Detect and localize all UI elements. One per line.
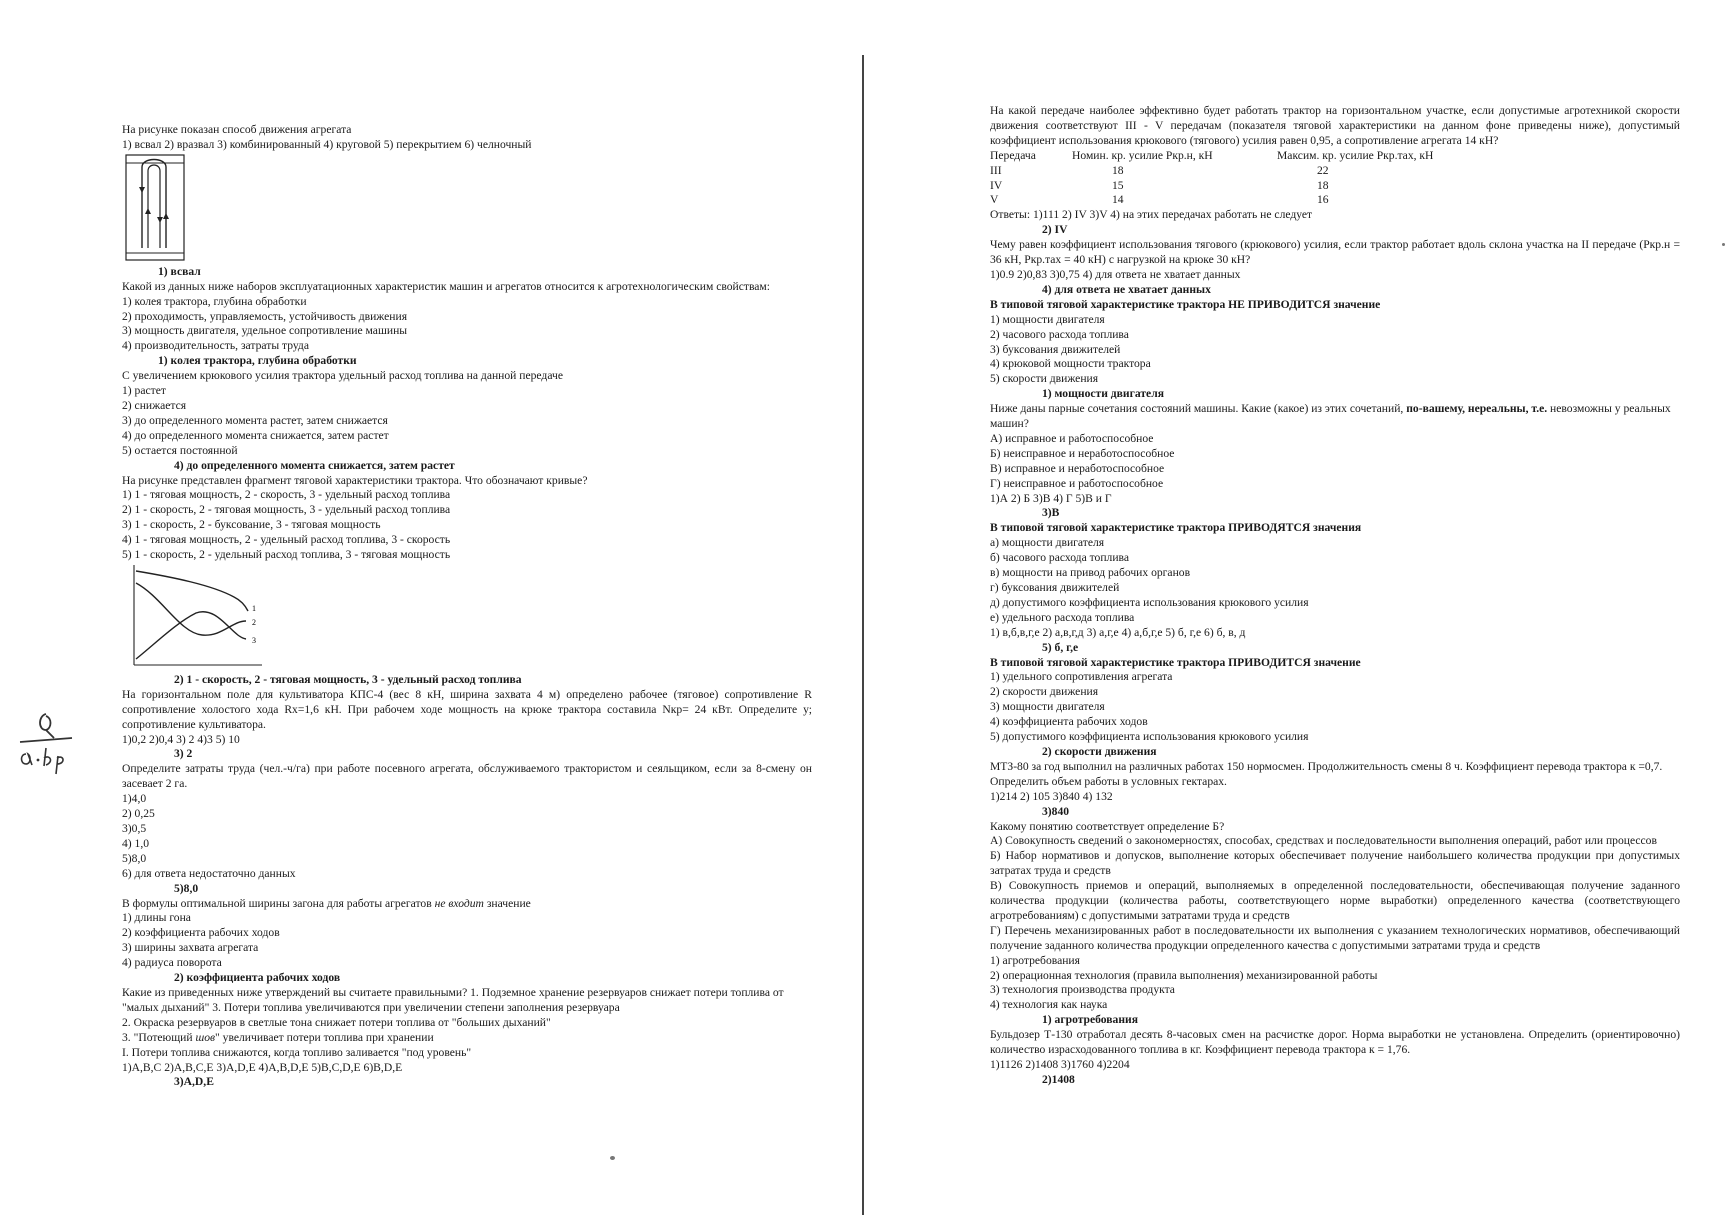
q13-choices: 1) в,б,в,г,е 2) а,в,г,д 3) а,г,е 4) а,б,г,е 5) б, г,е 6) б, в, д <box>990 625 1246 639</box>
q8-statement-4: I. Потери топлива снижаются, когда топливо заливается "под уровень" <box>122 1045 472 1059</box>
q9-table-header <box>990 149 1680 164</box>
q8-stmt3-part: 3. "Потеющий <box>122 1030 196 1044</box>
q9-table-row <box>990 164 1680 179</box>
q15-text: МТЗ-80 за год выполнил на различных работах 150 нормосмен. Продолжительность смены 8 ч. Коэффициент перевода трактора к =0,7. <box>990 759 1663 773</box>
q13-text: В типовой тяговой характеристике трактора ПРИВОДЯТСЯ значения <box>990 521 1362 535</box>
q12-option-2: Б) неисправное и неработоспособное <box>990 446 1175 460</box>
q17-answer: 2)1408 <box>1042 1072 1075 1086</box>
q16-option-4: 4) технология как наука <box>990 998 1108 1012</box>
q7-text-part: значение <box>483 896 531 910</box>
q9-cell: 16 <box>1317 193 1329 207</box>
scan-speck <box>1722 243 1725 246</box>
q2-option-3: 3) мощность двигателя, удельное сопротивление машины <box>122 324 408 338</box>
q2-option-4: 4) производительность, затраты труда <box>122 339 309 353</box>
q9-answer: 2) IV <box>1042 223 1068 237</box>
q13-option-a: а) мощности двигателя <box>990 536 1105 550</box>
q13-answer: 5) б, г,е <box>1042 640 1079 654</box>
q12-text-bold: по-вашему, нереальны, т.е. <box>1406 402 1548 416</box>
q9-cell: 14 <box>1112 193 1124 207</box>
q4-option-2: 2) 1 - скорость, 2 - тяговая мощность, 3 - удельный расход топлива <box>122 503 451 517</box>
scan-speck <box>610 1156 615 1160</box>
curve-label-2: 2 <box>252 617 256 627</box>
q1-options: 1) всвал 2) вразвал 3) комбинированный 4) круговой 5) перекрытием 6) челночный <box>122 137 532 151</box>
q16-option-2: 2) операционная технология (правила выполнения) механизированной работы <box>990 968 1378 982</box>
q9-options: Ответы: 1)111 2) IV 3)V 4) на этих передачах работать не следует <box>990 208 1313 222</box>
q13-option-b: б) часового расхода топлива <box>990 551 1129 565</box>
q14-answer: 2) скорости движения <box>1042 744 1157 758</box>
q7-text-italic: не входит <box>434 896 484 910</box>
q5-text: На горизонтальном поле для культиватора КПС-4 (вес 8 кН, ширина захвата 4 м) определено рабочее (тяговое) сопротивление R сопротивление холостого хода Rх=1,6 кН. При рабочем ходе мощность на крюке трактора составила Nкр= 24 кВт. Определите у; сопротивление культиватора. <box>122 687 812 731</box>
q8-options: 1)А,В,С 2)А,В,С,Е 3)А,D,Е 4)А,В,D,Е 5)В,С,D,Е 6)В,D,Е <box>122 1060 403 1074</box>
q6-answer: 5)8,0 <box>174 881 199 895</box>
q9-cell: 15 <box>1112 178 1124 192</box>
q14-option-1: 1) удельного сопротивления агрегата <box>990 670 1173 684</box>
q6-option-2: 2) 0,25 <box>122 807 155 821</box>
q8-statement-2: 2. Окраска резервуаров в светлые тона снижает потери топлива от "больших дыханий" <box>122 1015 551 1029</box>
q12-answer: 3)В <box>1042 506 1060 520</box>
q6-option-6: 6) для ответа недостаточно данных <box>122 866 296 880</box>
q7-answer: 2) коэффициента рабочих ходов <box>174 971 341 985</box>
q8-answer: 3)А,D,Е <box>174 1075 214 1089</box>
q5-options: 1)0,2 2)0,4 3) 2 4)3 5) 10 <box>122 732 240 746</box>
field-movement-diagram <box>122 153 192 265</box>
q9-table-row <box>990 193 1680 208</box>
q17-options: 1)1126 2)1408 3)1760 4)2204 <box>990 1058 1130 1071</box>
q15-answer: 3)840 <box>1042 804 1070 818</box>
q3-option-3: 3) до определенного момента растет, затем снижается <box>122 413 388 427</box>
q7-option-4: 4) радиуса поворота <box>122 956 222 970</box>
q16-answer: 1) агротребования <box>1042 1013 1138 1027</box>
q7-text-part: В формулы оптимальной ширины загона для работы агрегатов <box>122 896 435 910</box>
q16-option-1: 1) агротребования <box>990 953 1080 967</box>
traction-curves-graph <box>122 563 272 673</box>
left-page <box>122 123 812 1090</box>
q13-option-e: д) допустимого коэффициента использования крюкового усилия <box>990 595 1309 609</box>
q3-option-2: 2) снижается <box>122 398 187 412</box>
q6-text: Определите затраты труда (чел.-ч/га) при работе посевного агрегата, обслуживаемого трактористом и сеяльщиком, если за 8-смену он засевает 2 га. <box>122 762 812 791</box>
q14-text: В типовой тяговой характеристике трактора ПРИВОДИТСЯ значение <box>990 655 1361 669</box>
q9-cell: V <box>990 193 999 207</box>
q9-text: На какой передаче наиболее эффективно будет работать трактор на горизонтальном участке, если допустимые агротехникой скорости движения соответствуют III - V передачам (показателя тяговой характеристики на данном фоне приведены ниже), допустимый коэффициент использования крюкового (тягового) усилия равен 0,95, а сопротивление агрегата 14 кН? <box>990 104 1680 147</box>
q17-text: Бульдозер Т-130 отработал десять 8-часовых смен на расчистке дорог. Норма выработки не установлена. Определить (ориентировочно) количество израсходованного топлива в кг. Коэффициент перевода трактора к = 1,76. <box>990 1028 1680 1057</box>
q9-cell: 22 <box>1317 163 1329 177</box>
q14-option-3: 3) мощности двигателя <box>990 700 1105 714</box>
q16-definition-b: Б) Набор нормативов и допусков, выполнение которых обеспечивает получение наибольшего количества продукции при допустимых затратах труда и средств <box>990 849 1680 878</box>
q9-header-cell: Передача <box>990 148 1036 162</box>
q12-option-1: А) исправное и работоспособное <box>990 431 1154 445</box>
q9-cell: III <box>990 163 1002 177</box>
right-page <box>990 104 1680 1088</box>
q15-text-2: Определить объем работы в условных гектарах. <box>990 774 1227 788</box>
q6-option-5: 5)8,0 <box>122 851 147 865</box>
q12-text <box>990 402 1680 432</box>
q11-option-2: 2) часового расхода топлива <box>990 327 1129 341</box>
q4-option-4: 4) 1 - тяговая мощность, 2 - удельный расход топлива, 3 - скорость <box>122 533 451 547</box>
q14-option-5: 5) допустимого коэффициента использования крюкового усилия <box>990 730 1309 744</box>
q11-answer: 1) мощности двигателя <box>1042 387 1164 401</box>
q8-text: Какие из приведенных ниже утверждений вы считаете правильными? 1. Подземное хранение резервуаров снижает потери топлива от "малых дыханий" 3. Потери топлива увеличиваются при увеличении степени заполнения резервуара <box>122 985 784 1014</box>
q2-answer: 1) колея трактора, глубина обработки <box>158 354 357 368</box>
q2-option-2: 2) проходимость, управляемость, устойчивость движения <box>122 309 408 323</box>
q9-table-row <box>990 179 1680 194</box>
q7-option-2: 2) коэффициента рабочих ходов <box>122 926 280 940</box>
q4-option-3: 3) 1 - скорость, 2 - буксование, 3 - тяговая мощность <box>122 518 381 532</box>
q3-option-4: 4) до определенного момента снижается, затем растет <box>122 428 389 442</box>
q6-option-4: 4) 1,0 <box>122 836 150 850</box>
q11-option-3: 3) буксования движителей <box>990 342 1121 356</box>
q11-option-5: 5) скорости движения <box>990 372 1099 386</box>
curve-label-3: 3 <box>252 635 256 645</box>
q12-option-4: Г) неисправное и работоспособное <box>990 476 1164 490</box>
q14-option-4: 4) коэффициента рабочих ходов <box>990 715 1148 729</box>
q2-text: Какой из данных ниже наборов эксплуатационных характеристик машин и агрегатов относится к агротехнологическим свойствам: <box>122 279 770 293</box>
q16-text: Какому понятию соответствует определение Б? <box>990 819 1225 833</box>
q11-text: В типовой тяговой характеристике трактора НЕ ПРИВОДИТСЯ значение <box>990 297 1381 311</box>
q4-answer: 2) 1 - скорость, 2 - тяговая мощность, 3 - удельный расход топлива <box>174 672 522 686</box>
q2-option-1: 1) колея трактора, глубина обработки <box>122 294 307 308</box>
q13-option-f: е) удельного расхода топлива <box>990 610 1135 624</box>
q16-definition-c: В) Совокупность приемов и операций, выполняемых в определенной последовательности, обеспечивающая получение заданного количества продукции (количества работы, соответствующего норме выработки) определенного качества (соответствующего агротребованиям) с допустимыми затратами труда и средств <box>990 879 1680 922</box>
q5-answer: 3) 2 <box>174 747 193 761</box>
q3-option-1: 1) растет <box>122 384 166 398</box>
q16-definition-a: А) Совокупность сведений о закономерностях, способах, средствах и последовательности выполнения операций, работ или процессов <box>990 834 1657 848</box>
q6-option-1: 1)4,0 <box>122 792 147 806</box>
q12-text-part: Ниже даны парные сочетания состояний машины. Какие (какое) из этих сочетаний, <box>990 402 1407 416</box>
q7-option-3: 3) ширины захвата агрегата <box>122 941 259 955</box>
q8-statement-3 <box>122 1031 812 1046</box>
q1-answer: 1) всвал <box>158 264 201 278</box>
q4-option-1: 1) 1 - тяговая мощность, 2 - скорость, 3 - удельный расход топлива <box>122 488 451 502</box>
q4-option-5: 5) 1 - скорость, 2 - удельный расход топлива, 3 - тяговая мощность <box>122 548 451 562</box>
q4-figure <box>122 563 812 673</box>
q10-text: Чему равен коэффициент использования тягового (крюкового) усилия, если трактор работает вдоль склона участка на II передаче (Ркр.н = 36 кН, Ркр.тах = 40 кН) с нагрузкой на крюке 30 кН? <box>990 238 1680 267</box>
page-divider <box>862 55 864 1215</box>
q9-cell: IV <box>990 178 1003 192</box>
q16-definition-d: Г) Перечень механизированных работ в последовательности их выполнения с указанием технологических нормативов, обеспечивающий получение заданного количества продукции определенного качества с допустимыми затратами труда и средств <box>990 923 1680 952</box>
q11-option-1: 1) мощности двигателя <box>990 312 1105 326</box>
q6-option-3: 3)0,5 <box>122 822 147 835</box>
curve-label-1: 1 <box>252 603 256 613</box>
q9-cell: 18 <box>1317 178 1329 192</box>
q15-options: 1)214 2) 105 3)840 4) 132 <box>990 789 1113 803</box>
q8-stmt3-part: " увеличивает потери топлива при хранении <box>215 1030 434 1044</box>
q13-option-d: г) буксования движителей <box>990 581 1120 594</box>
q12-option-3: В) исправное и неработоспособное <box>990 461 1165 475</box>
q7-option-1: 1) длины гона <box>122 911 191 925</box>
q9-header-cell: Максим. кр. усилие Ркр.тах, кН <box>1277 148 1434 162</box>
q3-text: С увеличением крюкового усилия трактора удельный расход топлива на данной передаче <box>122 369 563 383</box>
q12-choices: 1)А 2) Б 3)В 4) Г 5)В и Г <box>990 491 1112 505</box>
q14-option-2: 2) скорости движения <box>990 685 1099 699</box>
q1-figure <box>122 153 812 265</box>
q3-answer: 4) до определенного момента снижается, затем растет <box>174 458 455 472</box>
q16-option-3: 3) технология производства продукта <box>990 983 1175 997</box>
q11-option-4: 4) крюковой мощности трактора <box>990 357 1151 371</box>
q9-header-cell: Номин. кр. усилие Ркр.н, кН <box>1072 148 1213 162</box>
q9-cell: 18 <box>1112 163 1124 177</box>
q12-text-part: невозможны у реальных машин? <box>990 402 1671 431</box>
handwritten-formula <box>16 708 76 778</box>
q8-stmt3-italic: шов <box>195 1030 216 1044</box>
q3-option-5: 5) остается постоянной <box>122 443 238 457</box>
q10-answer: 4) для ответа не хватает данных <box>1042 282 1211 296</box>
q10-options: 1)0.9 2)0,83 3)0,75 4) для ответа не хватает данных <box>990 267 1241 281</box>
q4-text: На рисунке представлен фрагмент тяговой характеристики трактора. Что обозначают кривые? <box>122 473 588 487</box>
q1-text: На рисунке показан способ движения агрегата <box>122 123 352 136</box>
q13-option-c: в) мощности на привод рабочих органов <box>990 566 1191 580</box>
q7-text <box>122 897 812 912</box>
